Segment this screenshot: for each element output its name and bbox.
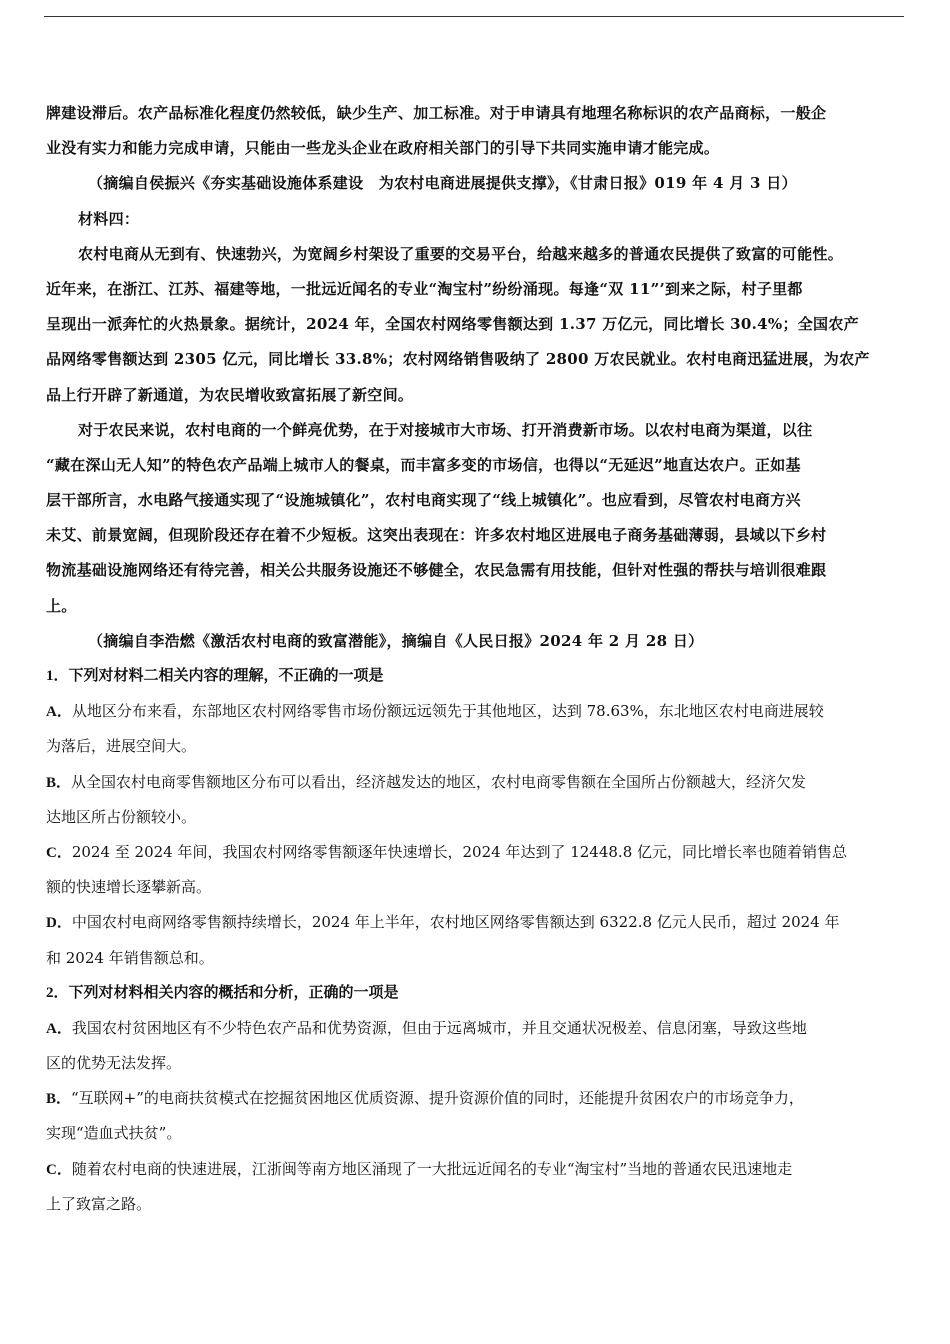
option-letter: B． [46, 1091, 72, 1108]
option-text: 随着农村电商的快速进展，江浙闽等南方地区涌现了一大批远近闻名的专业“淘宝村”当地的普通农民迅速地走 [71, 1159, 793, 1178]
question-1-stem: 1．下列对材料二相关内容的理解，不正确的一项是 [46, 668, 384, 684]
q2-option-a-cont: 区的优势无法发挥。 [46, 1054, 182, 1073]
q1-option-a [46, 694, 906, 729]
citation-4: （摘编自李浩燃《激活农村电商的致富潜能》，摘编自《人民日报》2024 年 2 月 28 日） [88, 631, 704, 650]
q1-option-b-cont: 达地区所占份额较小。 [46, 807, 197, 826]
material4-para1-line: 品上行开辟了新通道，为农民增收致富拓展了新空间。 [46, 385, 414, 404]
option-letter: C． [46, 1161, 72, 1178]
option-letter: B． [46, 774, 72, 791]
q2-option-b-cont: 实现“造血式扶贫”。 [46, 1124, 182, 1143]
material4-para2-line: 上。 [46, 596, 77, 615]
q1-option-c [46, 835, 906, 870]
material3-line: 业没有实力和能力完成申请，只能由一些龙头企业在政府相关部门的引导下共同实施申请才能完成。 [46, 139, 720, 158]
material4-heading: 材料四： [78, 209, 140, 228]
material4-para1-line: 呈现出一派奔忙的火热景象。据统计，2024 年，全国农村网络零售额达到 1.37 万亿元，同比增长 30.4%；全国农产 [46, 315, 859, 334]
q2-option-a [46, 1011, 906, 1046]
header-rule [44, 16, 904, 17]
document-body [46, 96, 906, 1222]
option-text: 中国农村电商网络零售额持续增长，2024 年上半年，农村地区网络零售额达到 6322.8 亿元人民币，超过 2024 年 [71, 913, 840, 932]
material4-para1-line: 品网络零售额达到 2305 亿元，同比增长 33.8%；农村网络销售吸纳了 2800 万农民就业。农村电商迅猛进展，为农产 [46, 350, 870, 369]
q1-option-a-cont: 为落后，进展空间大。 [46, 737, 197, 756]
option-text: 2024 至 2024 年间，我国农村网络零售额逐年快速增长，2024 年达到了 12448.8 亿元，同比增长率也随着销售总 [71, 842, 848, 861]
material4-para2-line: “藏在深山无人知”的特色农产品端上城市人的餐桌，而丰富多变的市场信，也得以“无延迟”地直达农户。正如基 [46, 455, 801, 474]
question-2-stem: 2．下列对材料相关内容的概括和分析，正确的一项是 [46, 984, 399, 1001]
citation-3: （摘编自侯振兴《夯实基础设施体系建设 为农村电商进展提供支撑》，《甘肃日报》019 年 4 月 3 日） [88, 174, 797, 193]
option-letter: D． [46, 915, 72, 932]
q2-option-c-cont: 上了致富之路。 [46, 1194, 152, 1213]
material4-para2-line: 未艾、前景宽阔，但现阶段还存在着不少短板。这突出表现在：许多农村地区进展电子商务基础薄弱，县域以下乡村 [46, 526, 827, 545]
option-letter: A． [46, 1020, 72, 1037]
q1-option-c-cont: 额的快速增长逐攀新高。 [46, 878, 212, 897]
option-letter: C． [46, 844, 72, 861]
material4-para1-line: 近年来，在浙江、江苏、福建等地，一批远近闻名的专业“淘宝村”纷纷涌现。每逢“双 11”’到来之际，村子里都 [46, 279, 803, 298]
option-text: “互联网+”的电商扶贫模式在挖掘贫困地区优质资源、提升资源价值的同时，还能提升贫困农户的市场竞争力， [71, 1089, 804, 1108]
option-letter: A． [46, 704, 72, 721]
material4-para2-line: 物流基础设施网络还有待完善，相关公共服务设施还不够健全，农民急需有用技能，但针对性强的帮扶与培训很难跟 [46, 561, 827, 580]
material3-line: 牌建设滞后。农产品标准化程度仍然较低，缺少生产、加工标准。对于申请具有地理名称标识的农产品商标，一般企 [46, 104, 827, 122]
material4-para2-line: 对于农民来说，农村电商的一个鲜亮优势，在于对接城市大市场、打开消费新市场。以农村电商为渠道，以往 [78, 420, 813, 439]
q1-option-b [46, 765, 906, 800]
option-text: 我国农村贫困地区有不少特色农产品和优势资源，但由于远离城市，并且交通状况极差、信息闭塞，导致这些地 [71, 1018, 807, 1037]
q1-option-d-cont: 和 2024 年销售额总和。 [46, 948, 214, 967]
q2-option-c [46, 1152, 906, 1187]
option-text: 从地区分布来看，东部地区农村网络零售市场份额远远领先于其他地区，达到 78.63%，东北地区农村电商进展较 [71, 702, 824, 721]
q1-option-d [46, 905, 906, 940]
q2-option-b [46, 1081, 906, 1116]
material4-para1-line: 农村电商从无到有、快速勃兴，为宽阔乡村架设了重要的交易平台，给越来越多的普通农民提供了致富的可能性。 [78, 244, 844, 263]
material4-para2-line: 层干部所言，水电路气接通实现了“设施城镇化”，农村电商实现了“线上城镇化”。也应看到，尽管农村电商方兴 [46, 491, 801, 510]
option-text: 从全国农村电商零售额地区分布可以看出，经济越发达的地区，农村电商零售额在全国所占份额越大，经济欠发 [71, 772, 807, 791]
